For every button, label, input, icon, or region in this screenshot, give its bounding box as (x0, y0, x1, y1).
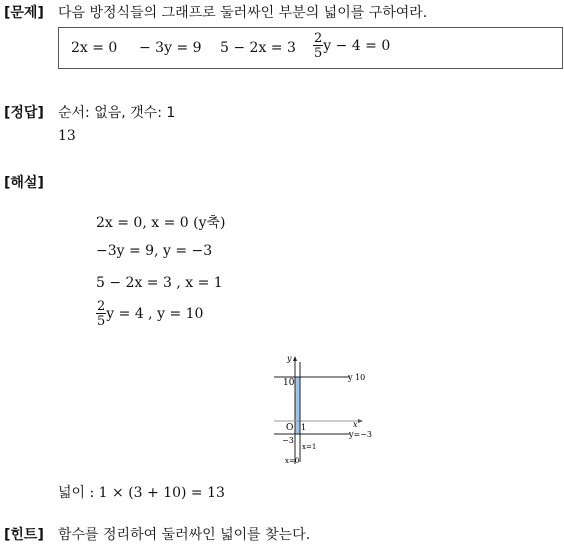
label-minus-3: −3 (282, 436, 294, 445)
solution-step-4-denominator: 5 (97, 314, 106, 329)
x-axis-arrow (358, 419, 363, 423)
answer-value: 13 (58, 128, 76, 144)
solution-tag: [해설] (4, 175, 44, 191)
label-y-10: y 10 (348, 373, 366, 382)
solution-step-3: 5 − 2x = 3 , x = 1 (96, 275, 223, 291)
solution-step-4-rest: y = 4 , y = 10 (106, 306, 204, 322)
problem-tag: [문제] (4, 5, 44, 21)
solution-step-1: 2x = 0, x = 0 (y축) (96, 215, 226, 231)
hint-text: 함수를 정리하여 둘러싸인 넓이를 찾는다. (58, 527, 311, 543)
equation-box (58, 27, 563, 69)
region-graph (270, 352, 382, 470)
solution-step-4-fraction (96, 300, 106, 328)
answer-tag: [정답] (4, 105, 44, 121)
equation-4-numerator: 2 (314, 31, 323, 46)
y-axis-arrow (293, 356, 297, 361)
origin-label: O (286, 423, 294, 433)
label-y-minus-3: y=−3 (349, 430, 373, 439)
equation-4-denominator: 5 (314, 46, 323, 61)
label-x-1: x=1 (302, 443, 317, 451)
hint-tag: [힌트] (4, 527, 44, 543)
label-10: 10 (283, 378, 295, 388)
equation-4 (313, 32, 390, 60)
area-result: 넓이 : 1 × (3 + 10) = 13 (58, 485, 225, 501)
solution-step-4-numerator: 2 (97, 299, 106, 314)
shaded-region (295, 377, 300, 434)
x-axis-label: x (353, 420, 358, 429)
solution-step-4 (96, 300, 203, 328)
equation-3: 5 − 2x = 3 (220, 40, 296, 56)
equation-4-rest: y − 4 = 0 (323, 38, 391, 54)
equation-1: 2x = 0 (71, 40, 118, 56)
y-axis-label: y (287, 354, 292, 363)
answer-meta: 순서: 없음, 갯수: 1 (58, 105, 176, 121)
label-x-0: x=0 (285, 457, 300, 465)
label-1: 1 (301, 423, 307, 432)
equation-4-fraction (313, 32, 323, 60)
solution-step-2: −3y = 9, y = −3 (96, 243, 213, 259)
equation-2: − 3y = 9 (139, 40, 202, 56)
problem-text: 다음 방정식들의 그래프로 둘러싸인 부분의 넓이를 구하여라. (58, 5, 428, 21)
